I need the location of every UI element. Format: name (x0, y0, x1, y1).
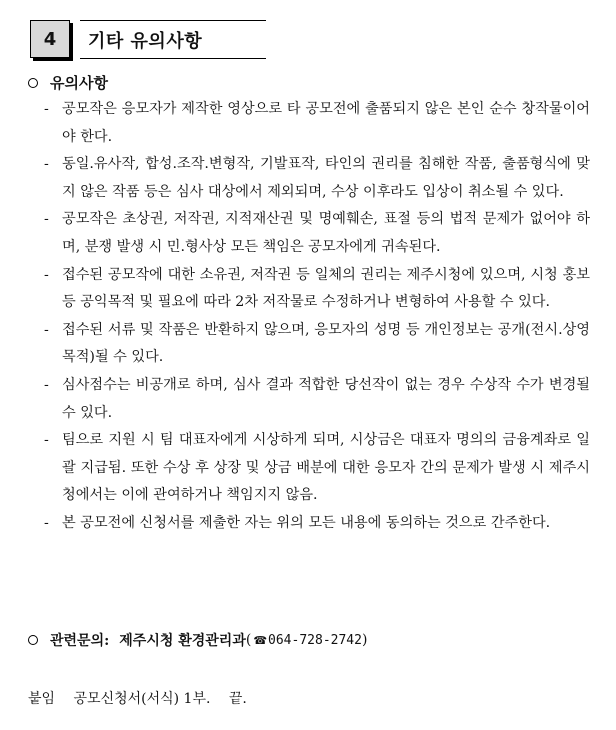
attachment-line (28, 688, 261, 708)
list-item-text: 동일.유사작, 합성.조작.변형작, 기발표작, 타인의 권리를 침해한 작품, 출품형식에 맞지 않은 작품 등은 심사 대상에서 제외되며, 수상 이후라도 입상이 취소될 수 있다. (62, 156, 590, 200)
list-item: - 팀으로 지원 시 팀 대표자에게 시상하게 되며, 시상금은 대표자 명의의 금융계좌로 일괄 지급됨. 또한 수상 후 상장 및 상금 배분에 대한 응모자 간의 문제가 발생 시 제주시청에서는 이에 관여하거나 책임지지 않음. (44, 427, 590, 510)
list-item: - 본 공모전에 신청서를 제출한 자는 위의 모든 내용에 동의하는 것으로 간주한다. (44, 510, 590, 538)
list-item: - 공모작은 응모자가 제작한 영상으로 타 공모전에 출품되지 않은 본인 순수 창작물이어야 한다. (44, 96, 590, 151)
list-item: - 심사점수는 비공개로 하며, 심사 결과 적합한 당선작이 없는 경우 수상작 수가 변경될 수 있다. (44, 372, 590, 427)
list-item: - 동일.유사작, 합성.조작.변형작, 기발표작, 타인의 권리를 침해한 작품, 출품형식에 맞지 않은 작품 등은 심사 대상에서 제외되며, 수상 이후라도 입상이 취소될 수 있다. (44, 151, 590, 206)
section-title: 기타 유의사항 (88, 31, 203, 52)
list-item: - 접수된 서류 및 작품은 반환하지 않으며, 응모자의 성명 등 개인정보는 공개(전시.상영 목적)될 수 있다. (44, 317, 590, 372)
list-item-text: 심사점수는 비공개로 하며, 심사 결과 적합한 당선작이 없는 경우 수상작 수가 변경될 수 있다. (62, 376, 590, 421)
list-item-text: 접수된 공모작에 대한 소유권, 저작권 등 일체의 권리는 제주시청에 있으며, 시청 홍보 등 공익목적 및 필요에 따라 2차 저작물로 수정하거나 변형하여 사용할 수 있다. (62, 266, 590, 311)
contact-department: 제주시청 환경관리과 (119, 633, 246, 649)
circle-bullet-icon (28, 78, 38, 88)
section-title-box (80, 20, 266, 59)
contact-phone: 064-728-2742 (268, 632, 362, 648)
phone-open-paren: ( (245, 632, 252, 648)
list-item-text: 공모작은 초상권, 저작권, 지적재산권 및 명예훼손, 표절 등의 법적 문제가 없어야 하며, 분쟁 발생 시 민.형사상 모든 책임은 공모자에게 귀속된다. (62, 211, 590, 255)
list-item-text: 공모작은 응모자가 제작한 영상으로 타 공모전에 출품되지 않은 본인 순수 창작물이어야 한다. (62, 101, 590, 145)
list-item-text: 팀으로 지원 시 팀 대표자에게 시상하게 되며, 시상금은 대표자 명의의 금융계좌로 일괄 지급됨. 또한 수상 후 상장 및 상금 배분에 대한 응모자 간의 문제가 발생 시 제주시청에서는 이에 관여하거나 책임지지 않음. (62, 432, 590, 504)
contact-label: 관련문의: (50, 633, 110, 649)
notice-heading-label: 유의사항 (50, 74, 108, 92)
attachment-text: 공모신청서(서식) 1부. (73, 691, 211, 707)
phone-icon: ☎ (253, 633, 268, 647)
circle-bullet-icon (28, 635, 38, 645)
attachment-end: 끝. (228, 691, 247, 707)
contact-info (28, 630, 367, 650)
list-item-text: 본 공모전에 신청서를 제출한 자는 위의 모든 내용에 동의하는 것으로 간주한다. (62, 514, 551, 531)
notice-heading (28, 72, 108, 93)
section-header (30, 20, 266, 62)
list-item-text: 접수된 서류 및 작품은 반환하지 않으며, 응모자의 성명 등 개인정보는 공개(전시.상영 목적)될 수 있다. (62, 321, 590, 366)
list-item: - 접수된 공모작에 대한 소유권, 저작권 등 일체의 권리는 제주시청에 있으며, 시청 홍보 등 공익목적 및 필요에 따라 2차 저작물로 수정하거나 변형하여 사용할 수 있다. (44, 262, 590, 317)
list-item: - 공모작은 초상권, 저작권, 지적재산권 및 명예훼손, 표절 등의 법적 문제가 없어야 하며, 분쟁 발생 시 민.형사상 모든 책임은 공모자에게 귀속된다. (44, 206, 590, 261)
notice-list (44, 96, 590, 538)
attachment-label: 붙임 (28, 691, 56, 707)
section-number: 4 (30, 20, 70, 58)
phone-close-paren: ) (361, 632, 368, 648)
